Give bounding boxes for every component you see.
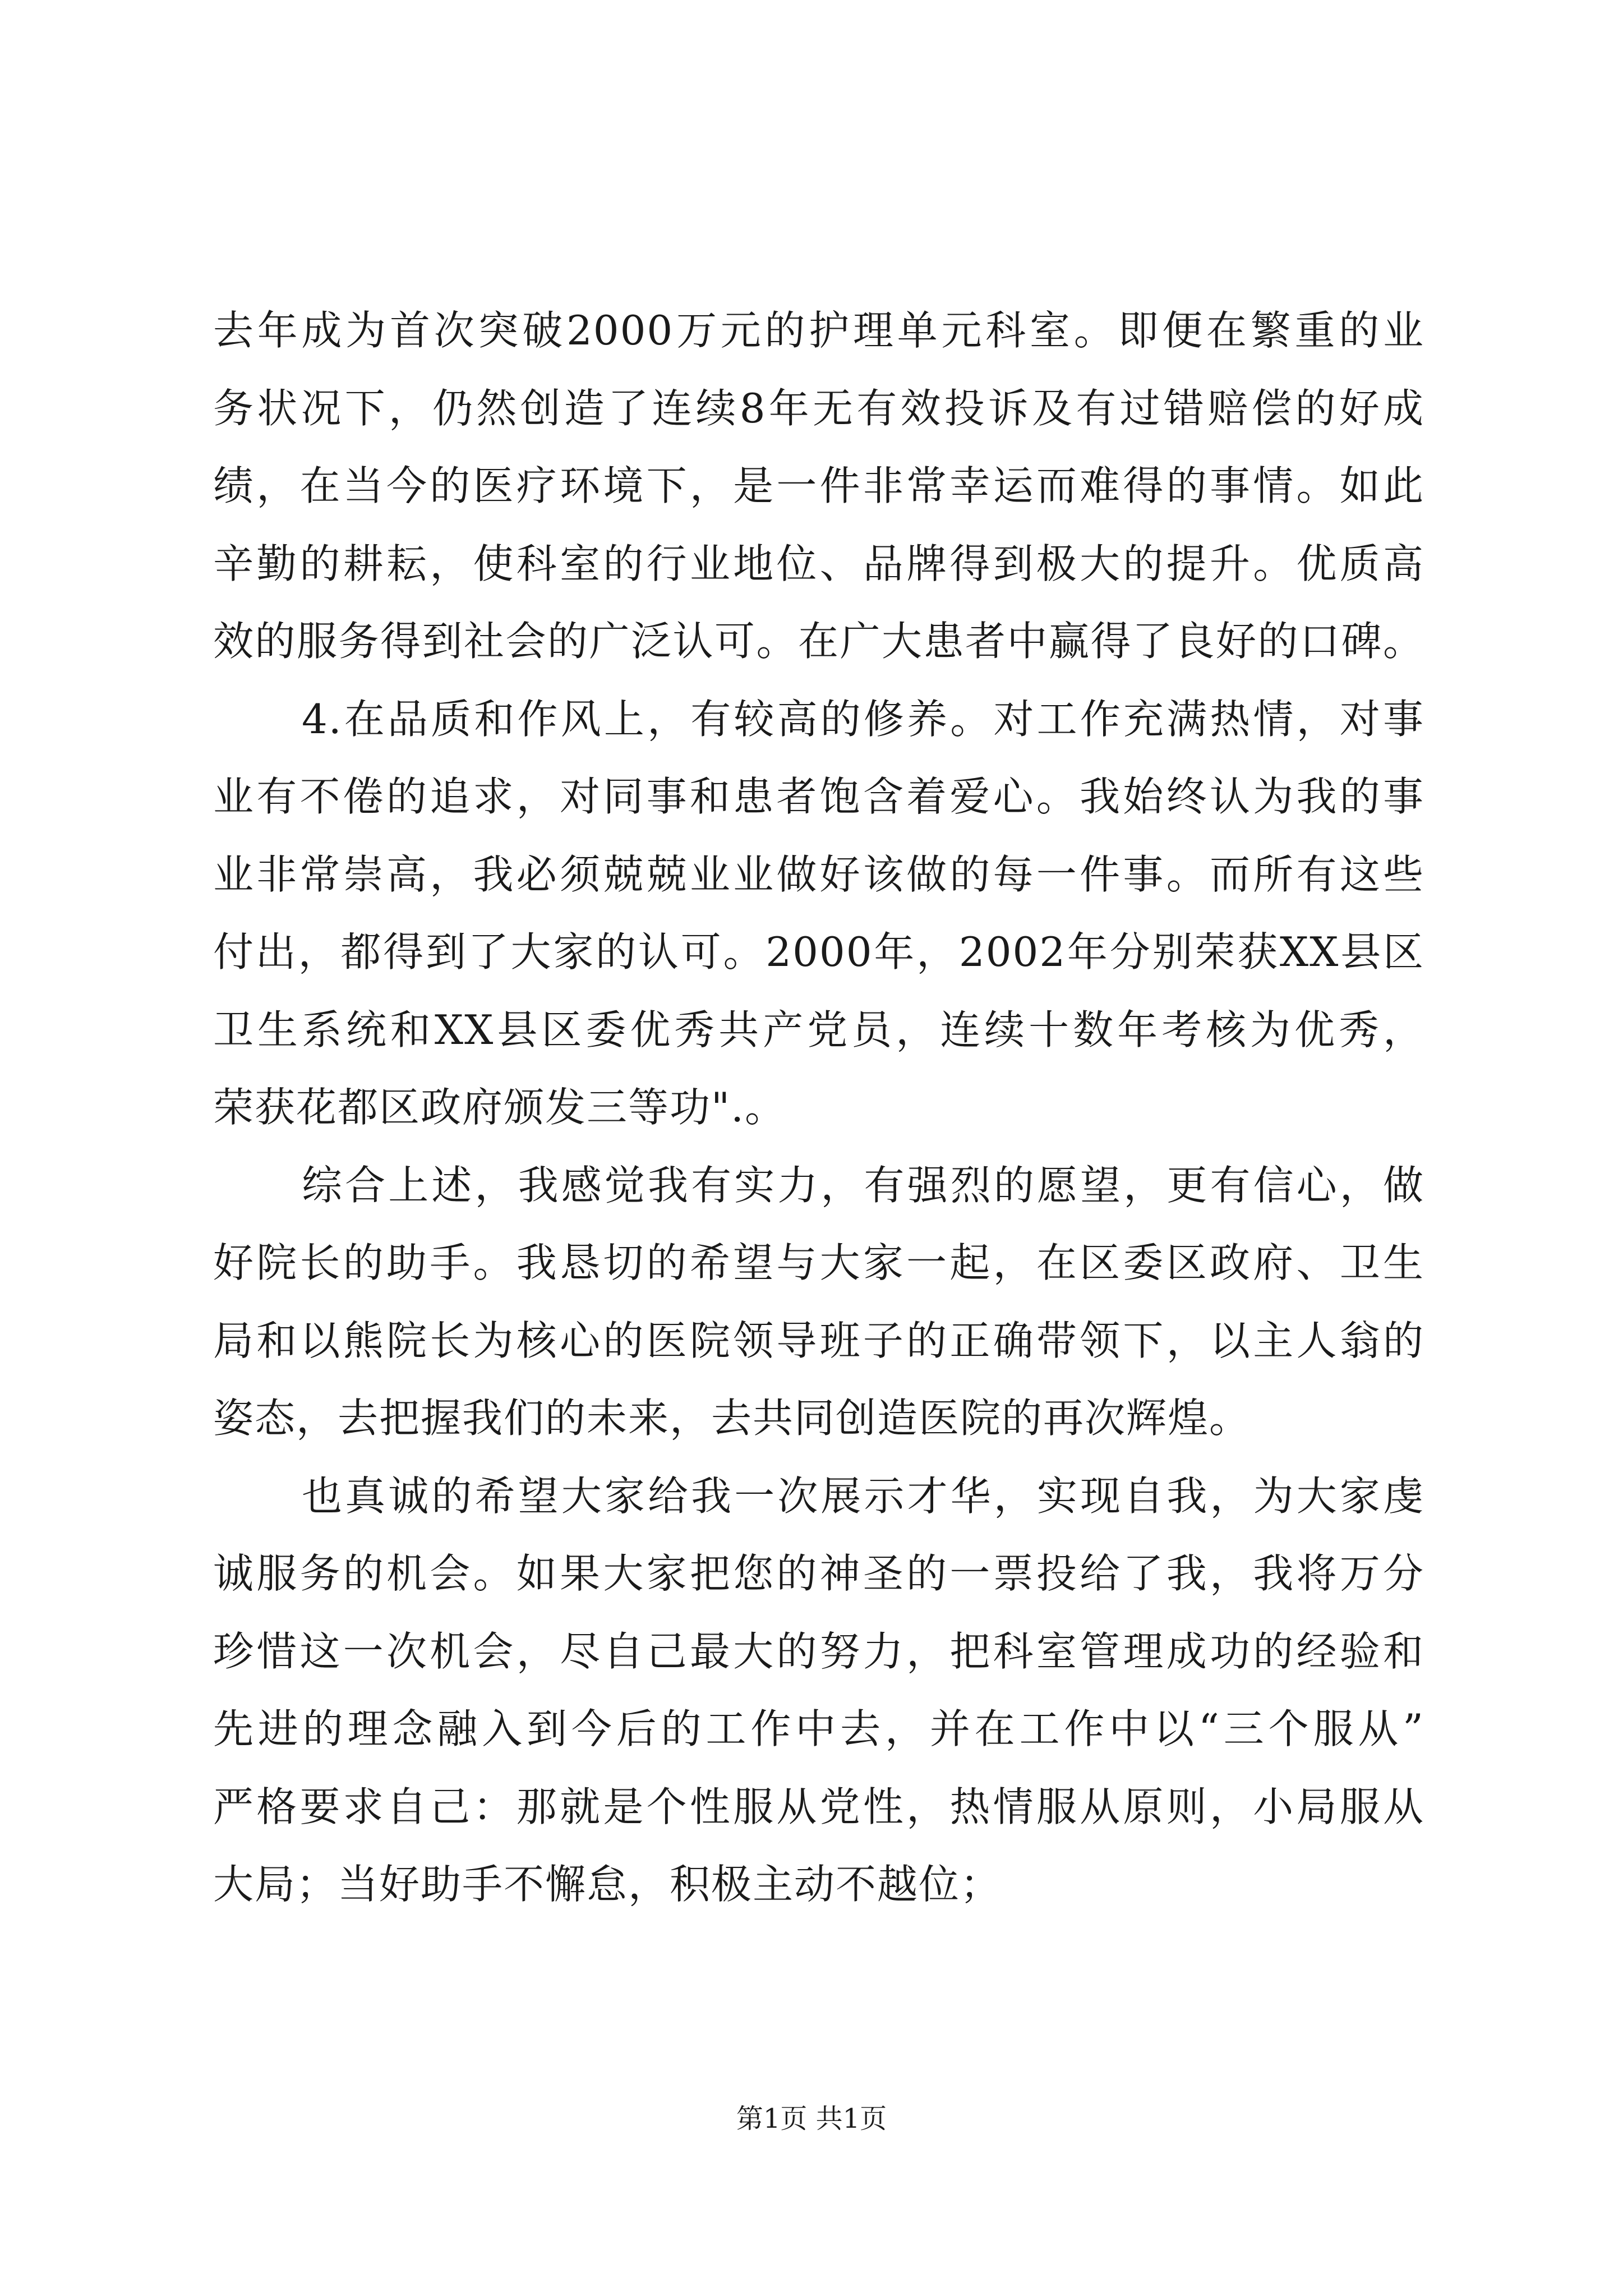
document-body [213, 292, 1424, 1924]
text-line: 绩，在当今的医疗环境下，是一件非常幸运而难得的事情。如此 [213, 462, 1424, 509]
text-line: 务状况下，仍然创造了连续8年无有效投诉及有过错赔偿的好成 [213, 384, 1424, 432]
paragraph-2 [213, 680, 1424, 1147]
text-line: 业非常崇高，我必须兢兢业业做好该做的每一件事。而所有这些 [213, 850, 1424, 898]
text-line: 严格要求自己：那就是个性服从党性，热情服从原则，小局服从 [213, 1783, 1424, 1830]
text-line: 卫生系统和XX县区委优秀共产党员，连续十数年考核为优秀， [213, 1006, 1424, 1053]
text-line: 综合上述，我感觉我有实力，有强烈的愿望，更有信心，做 [302, 1161, 1424, 1209]
text-line: 付出，都得到了大家的认可。2000年，2002年分别荣获XX县区 [213, 928, 1424, 976]
text-line: 珍惜这一次机会，尽自己最大的努力，把科室管理成功的经验和 [213, 1627, 1424, 1675]
text-line: 荣获花都区政府颁发三等功".。 [213, 1084, 787, 1131]
text-line: 4.在品质和作风上，有较高的修养。对工作充满热情，对事 [302, 695, 1424, 743]
text-line: 姿态，去把握我们的未来，去共同创造医院的再次辉煌。 [213, 1395, 1251, 1442]
text-line: 诚服务的机会。如果大家把您的神圣的一票投给了我，我将万分 [213, 1550, 1424, 1597]
text-line: 业有不倦的追求，对同事和患者饱含着爱心。我始终认为我的事 [213, 773, 1424, 820]
text-line: 好院长的助手。我恳切的希望与大家一起，在区委区政府、卫生 [213, 1239, 1424, 1286]
page-number-footer: 第1页 共1页 [736, 2103, 887, 2134]
paragraph-3 [213, 1147, 1424, 1457]
text-line: 先进的理念融入到今后的工作中去，并在工作中以“三个服从” [213, 1705, 1424, 1752]
paragraph-4 [213, 1457, 1424, 1924]
text-line: 局和以熊院长为核心的医院领导班子的正确带领下，以主人翁的 [213, 1317, 1424, 1364]
text-line: 大局；当好助手不懈怠，积极主动不越位； [213, 1861, 1002, 1908]
text-line: 辛勤的耕耘，使科室的行业地位、品牌得到极大的提升。优质高 [213, 540, 1424, 587]
text-line: 去年成为首次突破2000万元的护理单元科室。即便在繁重的业 [213, 307, 1424, 354]
paragraph-1 [213, 292, 1424, 680]
text-line: 效的服务得到社会的广泛认可。在广大患者中赢得了良好的口碑。 [213, 618, 1424, 665]
text-line: 也真诚的希望大家给我一次展示才华，实现自我，为大家虔 [302, 1472, 1424, 1520]
